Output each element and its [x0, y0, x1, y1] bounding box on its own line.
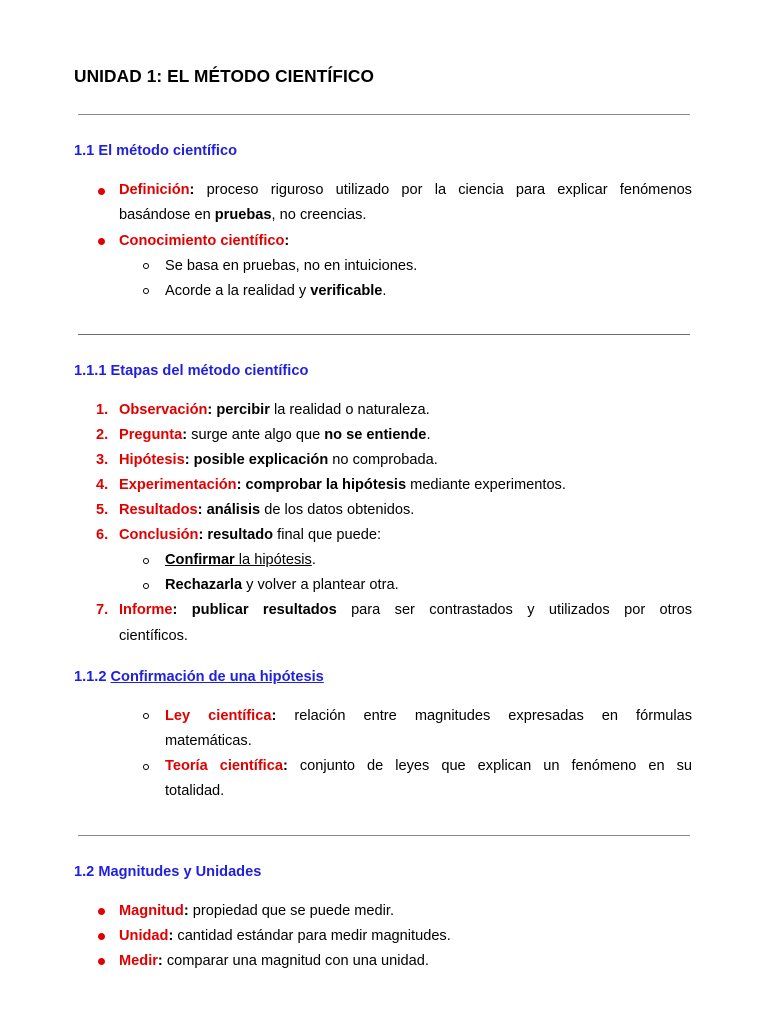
- bullet-icon: [98, 933, 105, 940]
- colon: :: [284, 233, 290, 249]
- item-label: Pregunta: [119, 427, 183, 443]
- text: la realidad o naturaleza.: [269, 402, 430, 418]
- list-number: 1.: [96, 402, 109, 418]
- list-item: [119, 598, 692, 623]
- item-label: Hipótesis: [119, 452, 185, 468]
- divider: [78, 835, 690, 836]
- section-heading-1-1-2: [74, 669, 324, 685]
- list-number: 2.: [96, 427, 109, 443]
- section-heading-1-1: 1.1 El método científico: [74, 143, 237, 159]
- list-item: [119, 448, 438, 473]
- divider: [78, 114, 690, 115]
- law-label: Ley científica: [165, 708, 272, 724]
- theory-line-2: totalidad.: [165, 783, 225, 799]
- list-number: 5.: [96, 502, 109, 518]
- list-item: [119, 924, 451, 949]
- list-number: 6.: [96, 527, 109, 543]
- list-item: [119, 423, 431, 448]
- theory-line-1: [165, 754, 692, 779]
- sub-item: [165, 548, 316, 573]
- bold-text: Rechazarla: [165, 577, 243, 593]
- text: .: [426, 427, 431, 443]
- law-line-1: [165, 704, 692, 729]
- list-number: 4.: [96, 477, 109, 493]
- bold-text: verificable: [310, 283, 383, 299]
- colon: :: [184, 452, 190, 468]
- colon: :: [189, 182, 195, 198]
- sub-bullet-icon: [143, 713, 149, 719]
- text: no comprobada.: [328, 452, 438, 468]
- divider: [78, 334, 690, 335]
- text: mediante experimentos.: [406, 477, 566, 493]
- text: surge ante algo que: [187, 427, 325, 443]
- bold-text: posible explicación: [189, 452, 329, 468]
- colon: :: [183, 903, 189, 919]
- colon: :: [198, 527, 204, 543]
- list-item: [119, 949, 429, 974]
- definition-text: proceso riguroso utilizado por la ciencia para explicar fenómenos: [206, 182, 692, 198]
- section-heading-1-1-1: 1.1.1 Etapas del método científico: [74, 363, 309, 379]
- sub-item: [165, 279, 386, 304]
- text: , no creencias.: [271, 207, 367, 223]
- colon: :: [271, 708, 277, 724]
- text: .: [311, 552, 316, 568]
- page-title: UNIDAD 1: EL MÉTODO CIENTÍFICO: [74, 66, 374, 86]
- colon: :: [282, 758, 288, 774]
- bold-text: análisis: [202, 502, 261, 518]
- bold-text: resultado: [203, 527, 274, 543]
- item-label: Informe: [119, 602, 173, 618]
- colon: :: [172, 602, 178, 618]
- list-item: [119, 523, 381, 548]
- bold-text: percibir: [212, 402, 270, 418]
- list-item: [119, 899, 394, 924]
- colon: :: [168, 928, 174, 944]
- definition-label: Definición: [119, 182, 190, 198]
- bullet-icon: [98, 238, 105, 245]
- text: de los datos obtenidos.: [260, 502, 415, 518]
- sub-item: Se basa en pruebas, no en intuiciones.: [165, 258, 418, 274]
- definition-line-2: [119, 203, 366, 228]
- item-label: Medir: [119, 953, 158, 969]
- list-number: 3.: [96, 452, 109, 468]
- text: y volver a plantear otra.: [242, 577, 399, 593]
- item-label: Observación: [119, 402, 208, 418]
- sub-bullet-icon: [143, 764, 149, 770]
- colon: :: [236, 477, 242, 493]
- list-item-continuation: científicos.: [119, 628, 188, 644]
- sub-item: [165, 573, 399, 598]
- bold-text: publicar resultados: [177, 602, 337, 618]
- sub-bullet-icon: [143, 558, 149, 564]
- text: basándose en: [119, 207, 215, 223]
- item-label: Conclusión: [119, 527, 199, 543]
- sub-bullet-icon: [143, 583, 149, 589]
- knowledge-label: Conocimiento científico: [119, 233, 285, 249]
- colon: :: [207, 402, 213, 418]
- colon: :: [182, 427, 188, 443]
- text: comparar una magnitud con una unidad.: [162, 953, 429, 969]
- item-label: Experimentación: [119, 477, 237, 493]
- text: relación entre magnitudes expresadas en fórmulas: [294, 708, 692, 724]
- colon: :: [197, 502, 203, 518]
- text: .: [382, 283, 387, 299]
- list-item: [119, 398, 430, 423]
- definition-line-1: [119, 178, 692, 203]
- text: final que puede:: [273, 527, 382, 543]
- list-number: 7.: [96, 602, 109, 618]
- sub-bullet-icon: [143, 288, 149, 294]
- bullet-icon: [98, 188, 105, 195]
- theory-label: Teoría científica: [165, 758, 283, 774]
- text: para ser contrastados y utilizados por otros: [336, 602, 692, 618]
- text: Acorde a la realidad y: [165, 283, 311, 299]
- bullet-icon: [98, 908, 105, 915]
- knowledge-item: [119, 229, 289, 254]
- bold-text: no se entiende: [324, 427, 427, 443]
- section-heading-1-2: 1.2 Magnitudes y Unidades: [74, 864, 262, 880]
- bullet-icon: [98, 958, 105, 965]
- text: la hipótesis: [234, 552, 312, 568]
- colon: :: [157, 953, 163, 969]
- law-line-2: matemáticas.: [165, 733, 252, 749]
- list-item: [119, 473, 566, 498]
- list-item: [119, 498, 414, 523]
- bold-text: comprobar la hipótesis: [241, 477, 407, 493]
- text: cantidad estándar para medir magnitudes.: [173, 928, 451, 944]
- sub-bullet-icon: [143, 263, 149, 269]
- item-label: Resultados: [119, 502, 198, 518]
- bold-text: pruebas: [214, 207, 272, 223]
- heading-number: 1.1.2: [74, 669, 111, 685]
- hypothesis-link[interactable]: Confirmación de una hipótesis: [110, 669, 324, 685]
- text: propiedad que se puede medir.: [188, 903, 395, 919]
- bold-text: Confirmar: [165, 552, 235, 568]
- item-label: Magnitud: [119, 903, 184, 919]
- item-label: Unidad: [119, 928, 169, 944]
- text: conjunto de leyes que explican un fenómeno en su: [299, 758, 692, 774]
